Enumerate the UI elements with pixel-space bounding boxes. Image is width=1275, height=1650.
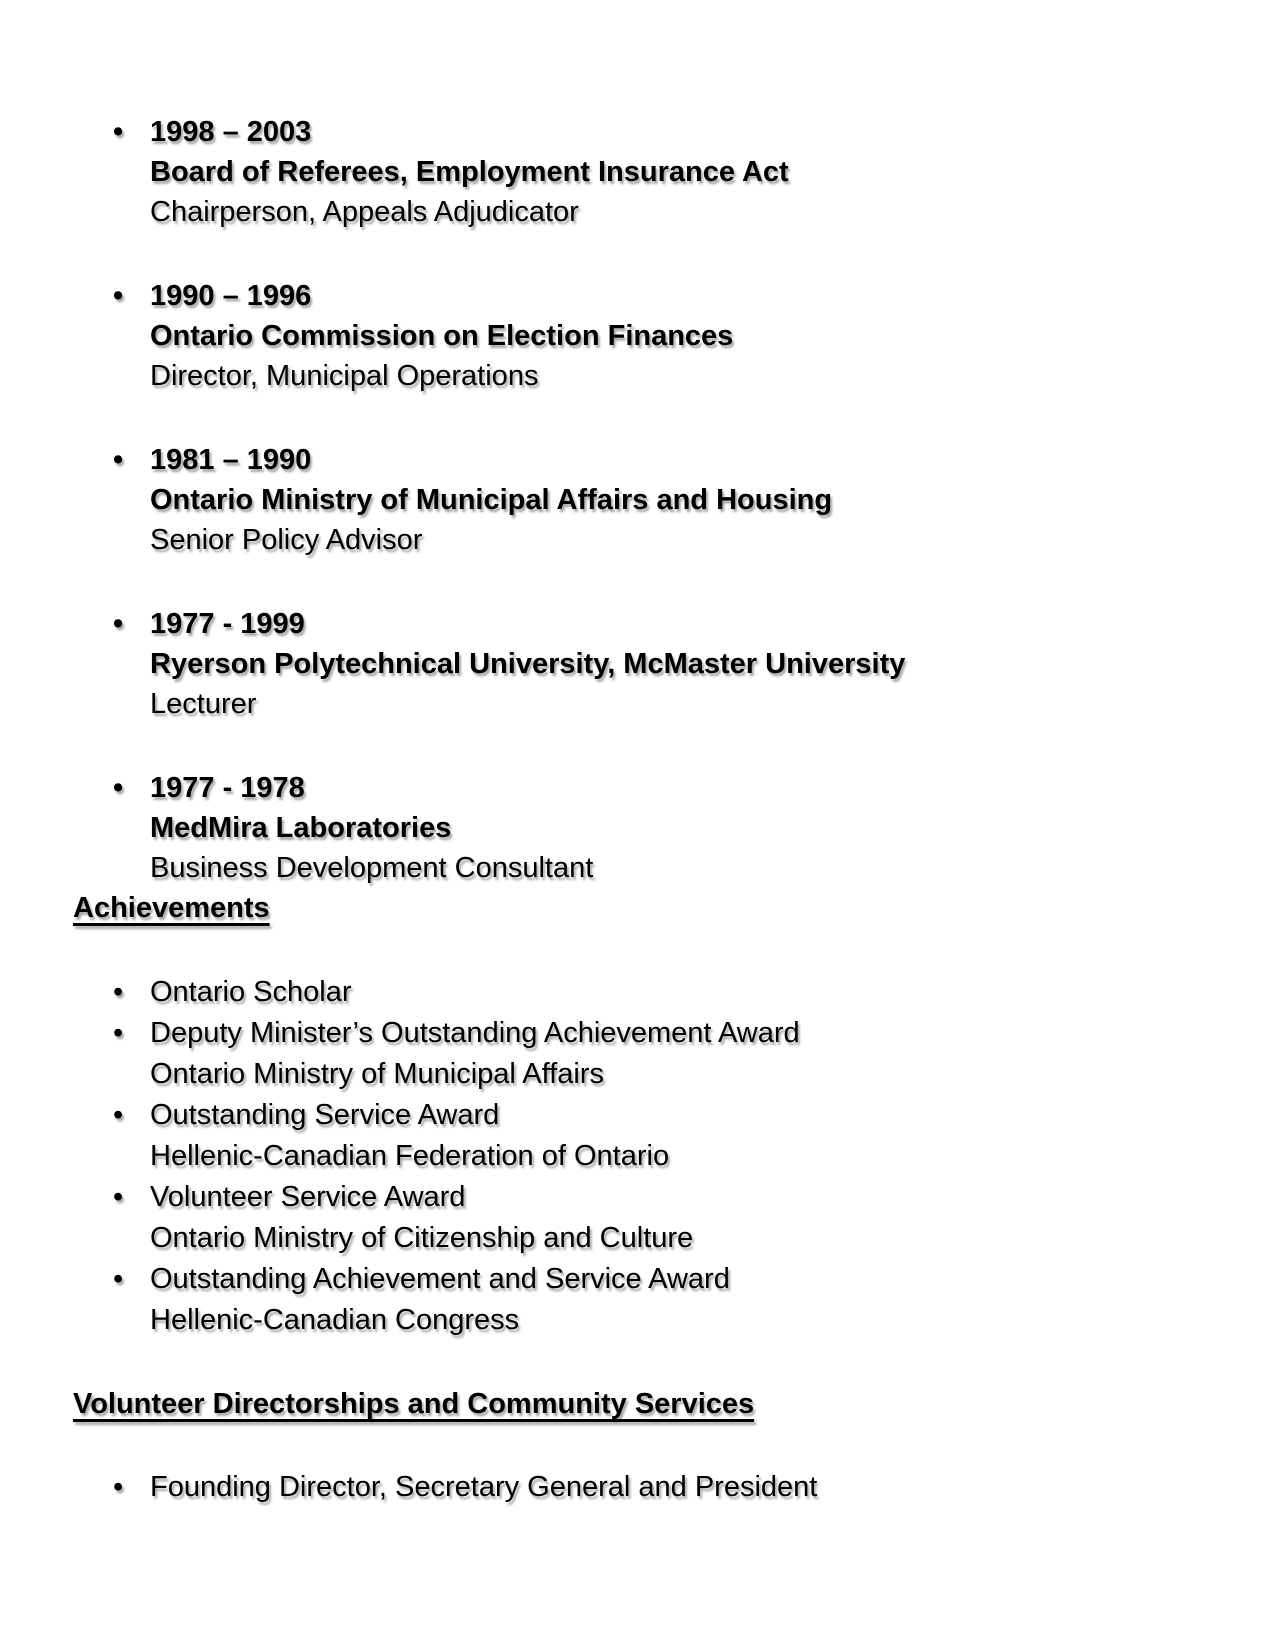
entry-organization: Ontario Commission on Election Finances <box>150 320 734 352</box>
entry-organization: Ontario Ministry of Municipal Affairs and Housing <box>150 484 833 516</box>
achievements-heading: Achievements <box>73 892 270 924</box>
experience-entry <box>113 768 1275 888</box>
volunteer-heading: Volunteer Directorships and Community Services <box>73 1388 755 1420</box>
entry-role: Director, Municipal Operations <box>150 360 539 392</box>
bullet-icon: • <box>113 976 124 1008</box>
entry-dates: 1990 – 1996 <box>150 280 312 312</box>
entry-dates: 1977 - 1978 <box>150 772 305 804</box>
entry-role: Senior Policy Advisor <box>150 524 423 556</box>
entry-organization: MedMira Laboratories <box>150 812 452 844</box>
achievement-item <box>113 972 1275 1013</box>
experience-entry <box>113 112 1275 232</box>
bullet-icon: • <box>113 444 124 476</box>
achievement-title: Volunteer Service Award <box>150 1181 466 1213</box>
entry-role: Chairperson, Appeals Adjudicator <box>150 196 579 228</box>
achievement-title: Ontario Scholar <box>150 976 352 1008</box>
bullet-icon: • <box>113 1017 124 1049</box>
bullet-icon: • <box>113 1181 124 1213</box>
entry-dates: 1981 – 1990 <box>150 444 312 476</box>
bullet-icon: • <box>113 116 124 148</box>
achievement-organization: Hellenic-Canadian Federation of Ontario <box>150 1140 670 1172</box>
bullet-icon: • <box>113 280 124 312</box>
entry-dates: 1977 - 1999 <box>150 608 305 640</box>
achievement-title: Outstanding Service Award <box>150 1099 500 1131</box>
volunteer-title: Founding Director, Secretary General and President <box>150 1471 818 1503</box>
entry-dates: 1998 – 2003 <box>150 116 312 148</box>
bullet-icon: • <box>113 772 124 804</box>
achievement-item <box>113 1095 1275 1177</box>
achievement-item <box>113 1013 1275 1095</box>
volunteer-section <box>0 1467 1275 1507</box>
achievement-title: Outstanding Achievement and Service Award <box>150 1263 730 1295</box>
bullet-icon: • <box>113 1099 124 1131</box>
experience-entry <box>113 440 1275 560</box>
bullet-icon: • <box>113 608 124 640</box>
experience-entry <box>113 276 1275 396</box>
achievement-organization: Hellenic-Canadian Congress <box>150 1304 520 1336</box>
experience-entry <box>113 604 1275 724</box>
bullet-icon: • <box>113 1471 124 1503</box>
entry-role: Lecturer <box>150 688 257 720</box>
achievement-item <box>113 1259 1275 1341</box>
entry-organization: Board of Referees, Employment Insurance Act <box>150 156 789 188</box>
volunteer-item <box>113 1467 1275 1507</box>
achievement-title: Deputy Minister’s Outstanding Achievement Award <box>150 1017 800 1049</box>
experience-section <box>0 112 1275 888</box>
achievement-item <box>113 1177 1275 1259</box>
entry-organization: Ryerson Polytechnical University, McMaster University <box>150 648 906 680</box>
bullet-icon: • <box>113 1263 124 1295</box>
achievement-organization: Ontario Ministry of Citizenship and Culture <box>150 1222 694 1254</box>
achievements-section <box>0 972 1275 1341</box>
achievement-organization: Ontario Ministry of Municipal Affairs <box>150 1058 604 1090</box>
entry-role: Business Development Consultant <box>150 852 594 884</box>
